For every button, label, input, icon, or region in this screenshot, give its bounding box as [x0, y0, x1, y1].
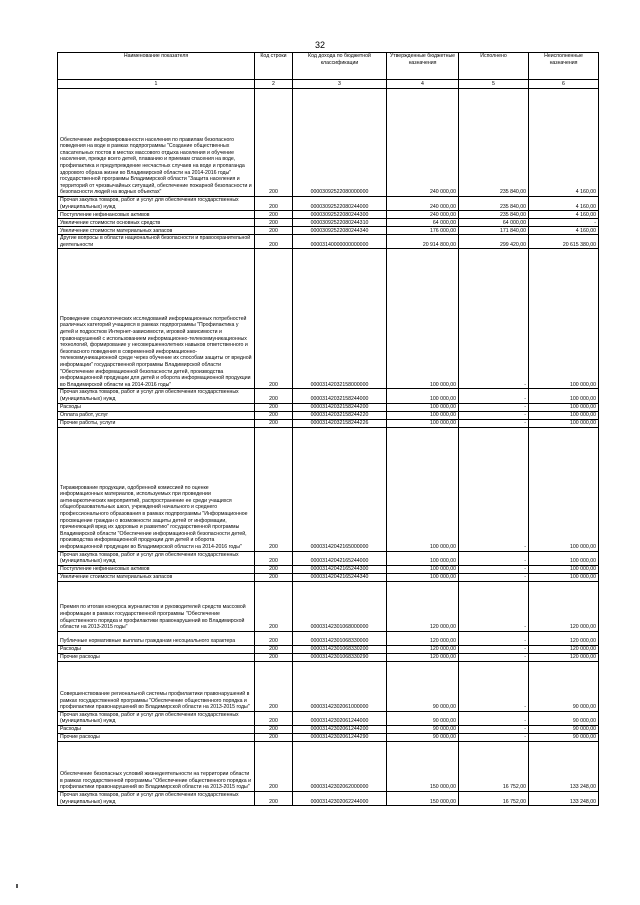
row-executed: - — [459, 573, 529, 581]
row-income-code: 00003142032158000000 — [293, 249, 387, 389]
row-income-code: 00003142042165244000 — [293, 551, 387, 565]
row-approved: 100 000,00 — [387, 551, 459, 565]
row-executed: - — [459, 427, 529, 551]
row-name: Расходы — [58, 725, 255, 733]
table-row — [58, 645, 599, 653]
row-name: Поступление нефинансовых активов — [58, 565, 255, 573]
row-approved: 150 000,00 — [387, 791, 459, 805]
row-executed: - — [459, 403, 529, 411]
row-approved: 90 000,00 — [387, 725, 459, 733]
row-unexecuted: 100 000,00 — [529, 551, 599, 565]
row-income-code: 00003092522080244000 — [293, 197, 387, 211]
row-executed: - — [459, 631, 529, 645]
row-line-code: 200 — [255, 197, 293, 211]
row-income-code: 00003142032158244226 — [293, 419, 387, 427]
table-row — [58, 581, 599, 631]
row-name: Прочая закупка товаров, работ и услуг для обеспечения государственных (муниципальных) нужд — [58, 711, 255, 725]
header-unexecuted: Неисполненные назначения — [529, 53, 599, 80]
row-name: Прочая закупка товаров, работ и услуг для обеспечения государственных (муниципальных) нужд — [58, 791, 255, 805]
row-income-code: 00003142302061244000 — [293, 711, 387, 725]
row-name: Увеличение стоимости основных средств — [58, 219, 255, 227]
table-row — [58, 389, 599, 403]
table-row — [58, 565, 599, 573]
row-line-code: 200 — [255, 725, 293, 733]
row-approved: 90 000,00 — [387, 661, 459, 711]
row-unexecuted: 20 615 380,00 — [529, 235, 599, 249]
header-line-code: Код строки — [255, 53, 293, 80]
row-line-code: 200 — [255, 219, 293, 227]
row-approved: 120 000,00 — [387, 581, 459, 631]
row-line-code: 200 — [255, 565, 293, 573]
row-income-code: 00003140000000000000 — [293, 235, 387, 249]
row-line-code: 200 — [255, 249, 293, 389]
row-name: Оплата работ, услуг — [58, 411, 255, 419]
row-unexecuted: 90 000,00 — [529, 661, 599, 711]
row-unexecuted: 90 000,00 — [529, 733, 599, 741]
row-executed: 171 840,00 — [459, 227, 529, 235]
row-line-code: 200 — [255, 631, 293, 645]
row-name: Совершенствование региональной системы профилактики правонарушений в рамках государственной программы "Обеспечение общественного порядка и профилактики правонарушений во Владимирской области на 2013-2015 годы" — [58, 661, 255, 711]
table-row — [58, 661, 599, 711]
row-unexecuted: 4 160,00 — [529, 89, 599, 197]
row-name: Прочая закупка товаров, работ и услуг для обеспечения государственных (муниципальных) нужд — [58, 551, 255, 565]
row-income-code: 00003142032158244200 — [293, 403, 387, 411]
row-name: Прочая закупка товаров, работ и услуг для обеспечения государственных (муниципальных) нужд — [58, 197, 255, 211]
row-income-code: 00003142302062244000 — [293, 791, 387, 805]
row-executed: - — [459, 565, 529, 573]
row-income-code: 00003142301068330200 — [293, 645, 387, 653]
row-executed: - — [459, 249, 529, 389]
column-number: 5 — [459, 80, 529, 89]
row-approved: 120 000,00 — [387, 631, 459, 645]
row-name: Проведение социологических исследований информационных потребностей различных категорий учащихся в рамках подпрограммы "Профилактика у детей и подростков Интернет-зависимости, игровой зависимости и правонарушений с использованием информационно-телекоммуникационных технологий, формирование у несовершеннолетних навыков ответственного и безопасного поведения в современной информационно-телекоммуникационной среде через обучение их способам защиты от вредной информации" государственной программы Владимирской области "Обеспечение информационной безопасности детей, производства информационной продукции для детей и оборота информационной продукции во Владимирской области на 2014-2016 годы" — [58, 249, 255, 389]
table-row — [58, 741, 599, 791]
row-line-code: 200 — [255, 645, 293, 653]
row-name: Расходы — [58, 645, 255, 653]
table-row — [58, 653, 599, 661]
row-income-code: 00003092522080244300 — [293, 211, 387, 219]
row-unexecuted: 100 000,00 — [529, 389, 599, 403]
row-executed: 235 840,00 — [459, 89, 529, 197]
row-executed: - — [459, 645, 529, 653]
row-executed: - — [459, 411, 529, 419]
row-approved: 100 000,00 — [387, 389, 459, 403]
table-row — [58, 551, 599, 565]
row-name: Прочие расходы — [58, 653, 255, 661]
row-line-code: 200 — [255, 791, 293, 805]
row-income-code: 00003142302061244200 — [293, 725, 387, 733]
row-unexecuted: 4 160,00 — [529, 227, 599, 235]
row-unexecuted: 100 000,00 — [529, 249, 599, 389]
row-income-code: 00003142302061244290 — [293, 733, 387, 741]
row-approved: 120 000,00 — [387, 653, 459, 661]
row-approved: 90 000,00 — [387, 733, 459, 741]
row-executed: - — [459, 711, 529, 725]
row-name: Прочая закупка товаров, работ и услуг для обеспечения государственных (муниципальных) нужд — [58, 389, 255, 403]
row-approved: 150 000,00 — [387, 741, 459, 791]
row-line-code: 200 — [255, 661, 293, 711]
row-executed: - — [459, 419, 529, 427]
row-unexecuted: 120 000,00 — [529, 645, 599, 653]
row-income-code: 00003142042165244300 — [293, 565, 387, 573]
row-unexecuted: 100 000,00 — [529, 411, 599, 419]
table-row — [58, 219, 599, 227]
row-line-code: 200 — [255, 411, 293, 419]
row-executed: 299 420,00 — [459, 235, 529, 249]
column-number: 4 — [387, 80, 459, 89]
row-executed: - — [459, 661, 529, 711]
row-executed: - — [459, 653, 529, 661]
row-approved: 240 000,00 — [387, 89, 459, 197]
row-executed: - — [459, 733, 529, 741]
row-approved: 240 000,00 — [387, 211, 459, 219]
row-approved: 176 000,00 — [387, 227, 459, 235]
row-executed: - — [459, 551, 529, 565]
row-name: Прочие работы, услуги — [58, 419, 255, 427]
table-row — [58, 631, 599, 645]
row-line-code: 200 — [255, 235, 293, 249]
table-row — [58, 197, 599, 211]
scan-mark — [16, 884, 18, 888]
row-name: Увеличение стоимости материальных запасов — [58, 573, 255, 581]
table-row — [58, 411, 599, 419]
row-income-code: 00003142032158244220 — [293, 411, 387, 419]
row-approved: 90 000,00 — [387, 711, 459, 725]
row-executed: - — [459, 389, 529, 403]
row-unexecuted: 90 000,00 — [529, 711, 599, 725]
row-line-code: 200 — [255, 653, 293, 661]
table-row — [58, 725, 599, 733]
row-line-code: 200 — [255, 573, 293, 581]
row-income-code: 00003092522080244310 — [293, 219, 387, 227]
row-line-code: 200 — [255, 581, 293, 631]
header-executed: Исполнено — [459, 53, 529, 80]
budget-execution-table — [57, 52, 599, 806]
row-name: Премия по итогам конкурса журналистов и руководителей средств массовой информации в рамках государственной программы "Обеспечение общественного порядка и профилактики правонарушений во Владимирской области на 2013-2015 годы" — [58, 581, 255, 631]
row-line-code: 200 — [255, 733, 293, 741]
row-income-code: 00003142042165244340 — [293, 573, 387, 581]
row-income-code: 00003142301068330290 — [293, 653, 387, 661]
column-number-row — [58, 80, 599, 89]
header-income-code: Код дохода по бюджетной классификации — [293, 53, 387, 80]
header-approved: Утвержденные бюджетные назначения — [387, 53, 459, 80]
row-name: Другие вопросы в области национальной безопасности и правоохранительной деятельности — [58, 235, 255, 249]
row-executed: 235 840,00 — [459, 197, 529, 211]
row-executed: 16 752,00 — [459, 791, 529, 805]
row-unexecuted: 100 000,00 — [529, 403, 599, 411]
row-name: Расходы — [58, 403, 255, 411]
row-unexecuted: 100 000,00 — [529, 419, 599, 427]
row-income-code: 00003142302062000000 — [293, 741, 387, 791]
column-number: 1 — [58, 80, 255, 89]
row-income-code: 00003092522080244340 — [293, 227, 387, 235]
row-unexecuted: 120 000,00 — [529, 653, 599, 661]
row-line-code: 200 — [255, 419, 293, 427]
row-unexecuted: 133 248,00 — [529, 791, 599, 805]
column-number: 2 — [255, 80, 293, 89]
table-row — [58, 711, 599, 725]
page-number: 32 — [314, 40, 325, 50]
row-name: Обеспечение безопасных условий жизнедеятельности на территории области в рамках государственной программы "Обеспечение общественного порядка и профилактики правонарушений во Владимирской области на 2013-2015 годы" — [58, 741, 255, 791]
row-unexecuted: 4 160,00 — [529, 211, 599, 219]
row-unexecuted: 120 000,00 — [529, 581, 599, 631]
row-line-code: 200 — [255, 227, 293, 235]
row-line-code: 200 — [255, 89, 293, 197]
row-unexecuted: - — [529, 219, 599, 227]
row-approved: 20 914 800,00 — [387, 235, 459, 249]
row-income-code: 00003142042165000000 — [293, 427, 387, 551]
row-executed: - — [459, 725, 529, 733]
row-approved: 100 000,00 — [387, 419, 459, 427]
table-row — [58, 89, 599, 197]
table-row — [58, 419, 599, 427]
row-line-code: 200 — [255, 389, 293, 403]
table-row — [58, 211, 599, 219]
table-row — [58, 791, 599, 805]
row-unexecuted: 100 000,00 — [529, 427, 599, 551]
row-unexecuted: 133 248,00 — [529, 741, 599, 791]
table-row — [58, 403, 599, 411]
header-name: Наименование показателя — [58, 53, 255, 80]
row-income-code: 00003142032158244000 — [293, 389, 387, 403]
row-line-code: 200 — [255, 211, 293, 219]
row-executed: 64 000,00 — [459, 219, 529, 227]
table-row — [58, 427, 599, 551]
row-income-code: 00003092522080000000 — [293, 89, 387, 197]
row-unexecuted: 90 000,00 — [529, 725, 599, 733]
row-name: Обеспечение информированности населения по правилам безопасного поведения на воде в рамках подпрограммы "Создание общественных спасательных постов в местах массового отдыха населения и обучение населения, прежде всего детей, плаванию и приемам спасения на воде, профилактика и предупреждение несчастных случаев на воде и пропаганда здорового образа жизни во Владимирской области на 2014-2016 годы" государственной программы Владимирской области "Защита населения и территорий от чрезвычайных ситуаций, обеспечение пожарной безопасности и безопасности людей на водных объектах" — [58, 89, 255, 197]
row-unexecuted: 100 000,00 — [529, 565, 599, 573]
table-body — [58, 89, 599, 806]
column-number: 3 — [293, 80, 387, 89]
row-approved: 240 000,00 — [387, 197, 459, 211]
row-executed: - — [459, 581, 529, 631]
row-approved: 100 000,00 — [387, 427, 459, 551]
row-line-code: 200 — [255, 711, 293, 725]
table-row — [58, 249, 599, 389]
row-line-code: 200 — [255, 551, 293, 565]
table-row — [58, 227, 599, 235]
row-executed: 235 840,00 — [459, 211, 529, 219]
row-name: Публичные нормативные выплаты гражданам несоциального характера — [58, 631, 255, 645]
table-row — [58, 733, 599, 741]
row-unexecuted: 4 160,00 — [529, 197, 599, 211]
row-line-code: 200 — [255, 427, 293, 551]
row-name: Тиражирование продукции, одобренной комиссией по оценке информационных материалов, используемых при проведении антинаркотических мероприятий, распространение ее среди учащихся общеобразовательных школ, учреждений начального и среднего профессионального образования в рамках подпрограммы "Информационное просвещение граждан о возможности защиты детей от информации, причиняющей вред их здоровью и развитию" государственной программы Владимирской области "Обеспечение информационной безопасности детей, производства информационной продукции для детей и оборота информационной продукции во Владимирской области на 2014-2016 годы" — [58, 427, 255, 551]
row-line-code: 200 — [255, 403, 293, 411]
row-income-code: 00003142301068000000 — [293, 581, 387, 631]
column-number: 6 — [529, 80, 599, 89]
row-income-code: 00003142302061000000 — [293, 661, 387, 711]
row-income-code: 00003142301068330000 — [293, 631, 387, 645]
row-name: Увеличение стоимости материальных запасов — [58, 227, 255, 235]
row-approved: 64 000,00 — [387, 219, 459, 227]
table-row — [58, 573, 599, 581]
row-name: Поступление нефинансовых активов — [58, 211, 255, 219]
table-header-row — [58, 53, 599, 80]
row-unexecuted: 120 000,00 — [529, 631, 599, 645]
row-approved: 100 000,00 — [387, 565, 459, 573]
row-line-code: 200 — [255, 741, 293, 791]
row-approved: 100 000,00 — [387, 411, 459, 419]
row-name: Прочие расходы — [58, 733, 255, 741]
row-executed: 16 752,00 — [459, 741, 529, 791]
row-approved: 100 000,00 — [387, 249, 459, 389]
table-row — [58, 235, 599, 249]
row-approved: 100 000,00 — [387, 573, 459, 581]
row-unexecuted: 100 000,00 — [529, 573, 599, 581]
row-approved: 100 000,00 — [387, 403, 459, 411]
row-approved: 120 000,00 — [387, 645, 459, 653]
